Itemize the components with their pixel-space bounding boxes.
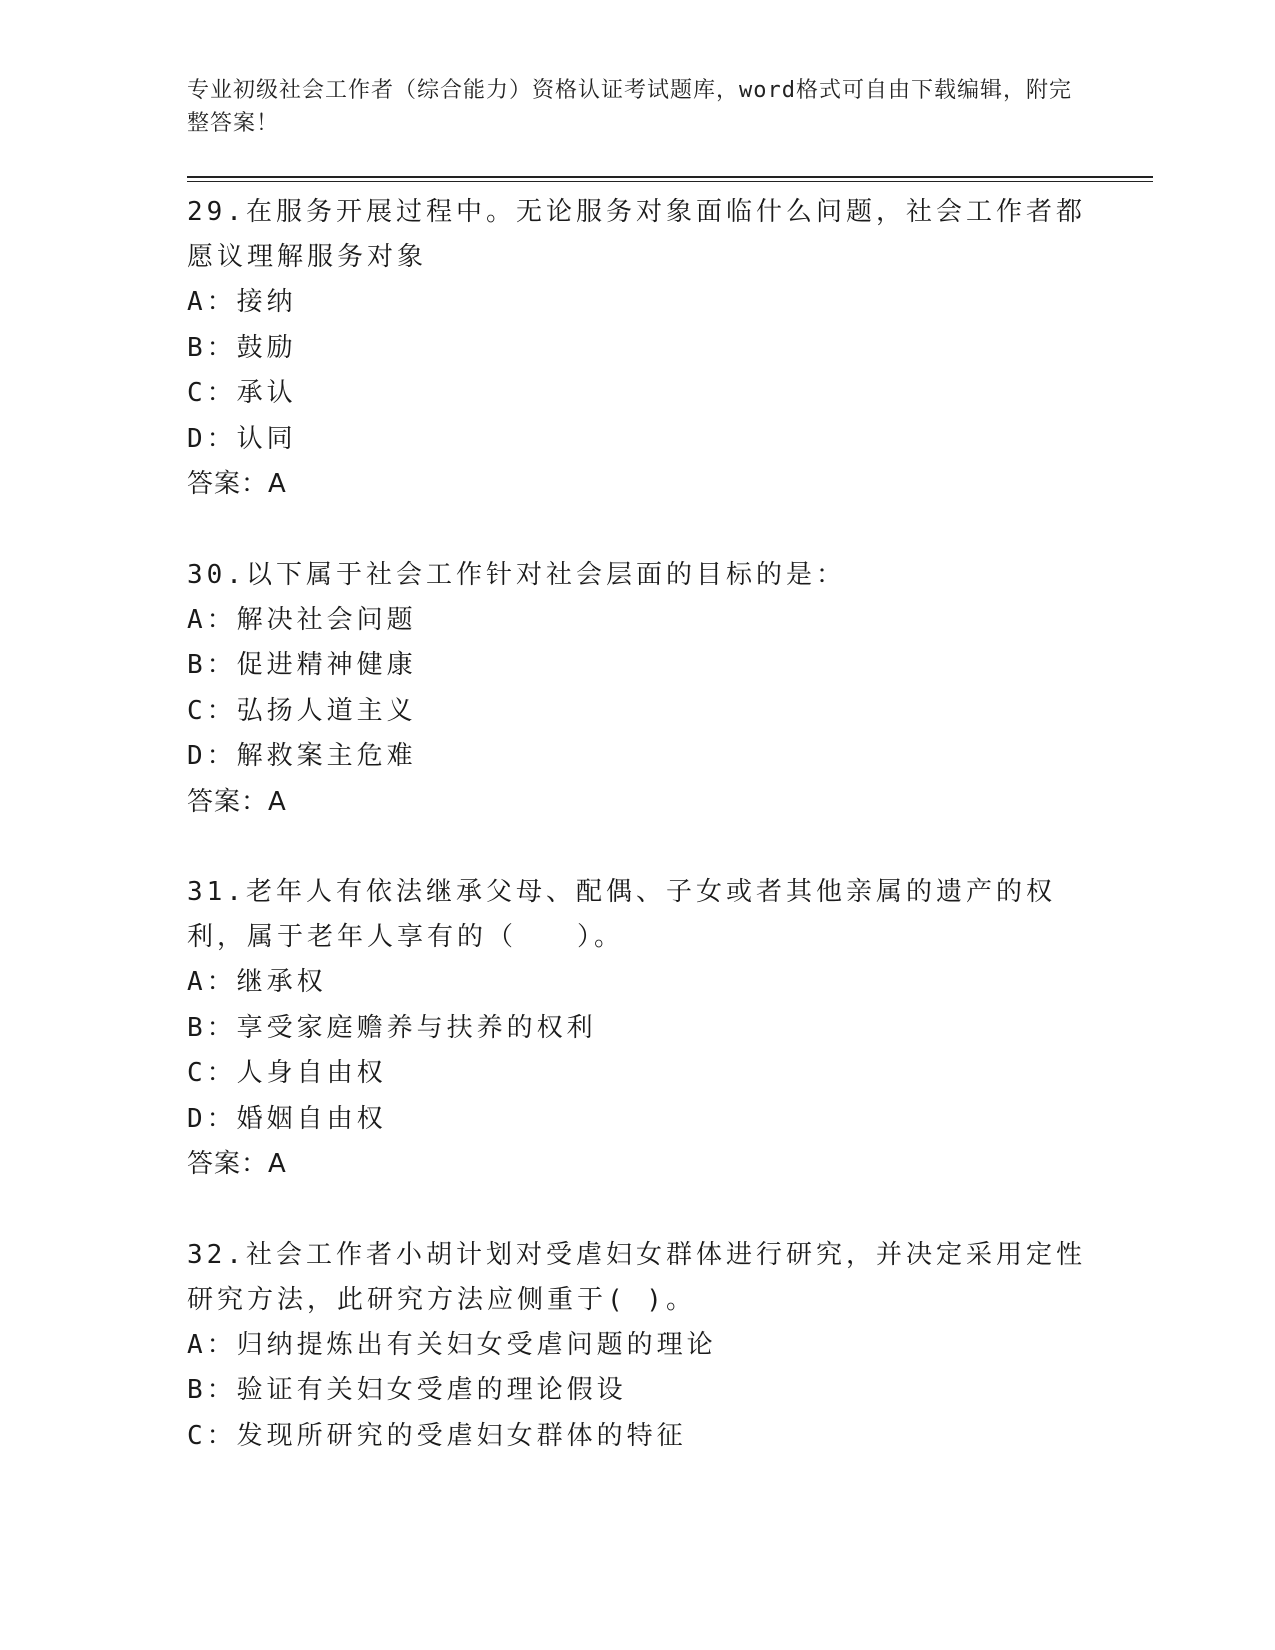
document-header xyxy=(187,74,1077,140)
spacer xyxy=(187,825,1087,870)
option-a: A：解决社会问题 xyxy=(187,604,417,635)
option-d: D：认同 xyxy=(187,423,297,454)
option-c: C：弘扬人道主义 xyxy=(187,695,417,726)
option-a: A：接纳 xyxy=(187,287,297,317)
option-a: A：继承权 xyxy=(187,967,327,997)
spacer xyxy=(187,1188,1087,1233)
option-a: A：归纳提炼出有关妇女受虐问题的理论 xyxy=(187,1329,717,1360)
option-b: B：鼓励 xyxy=(187,332,297,363)
header-text: 专业初级社会工作者（综合能力）资格认证考试题库，word格式可自由下载编辑，附完整答案！ xyxy=(187,78,1072,136)
answer-label: 答案：A xyxy=(187,786,287,817)
spacer xyxy=(187,508,1087,553)
option-b: B：验证有关妇女受虐的理论假设 xyxy=(187,1375,627,1405)
header-divider xyxy=(187,176,1153,178)
option-d: D：婚姻自由权 xyxy=(187,1103,387,1134)
option-c: C：人身自由权 xyxy=(187,1058,387,1088)
option-b: B：促进精神健康 xyxy=(187,650,417,680)
question-32 xyxy=(187,1233,1087,1460)
question-29 xyxy=(187,190,1087,508)
answer-label: 答案：A xyxy=(187,469,287,499)
header-divider-thin xyxy=(187,181,1153,182)
option-d: D：解救案主危难 xyxy=(187,741,417,771)
question-stem: 29.在服务开展过程中。无论服务对象面临什么问题，社会工作者都愿议理解服务对象 xyxy=(187,197,1086,272)
question-30 xyxy=(187,553,1087,826)
question-list xyxy=(187,190,1087,1459)
question-31 xyxy=(187,870,1087,1188)
question-stem: 31.老年人有依法继承父母、配偶、子女或者其他亲属的遗产的权利，属于老年人享有的（ ）。 xyxy=(187,877,1056,952)
question-stem: 30.以下属于社会工作针对社会层面的目标的是： xyxy=(187,559,846,590)
option-b: B：享受家庭赡养与扶养的权利 xyxy=(187,1012,597,1043)
question-stem: 32.社会工作者小胡计划对受虐妇女群体进行研究，并决定采用定性研究方法，此研究方法应侧重于( )。 xyxy=(187,1239,1086,1315)
answer-label: 答案：A xyxy=(187,1149,287,1179)
option-c: C：承认 xyxy=(187,378,297,408)
option-c: C：发现所研究的受虐妇女群体的特征 xyxy=(187,1420,687,1451)
